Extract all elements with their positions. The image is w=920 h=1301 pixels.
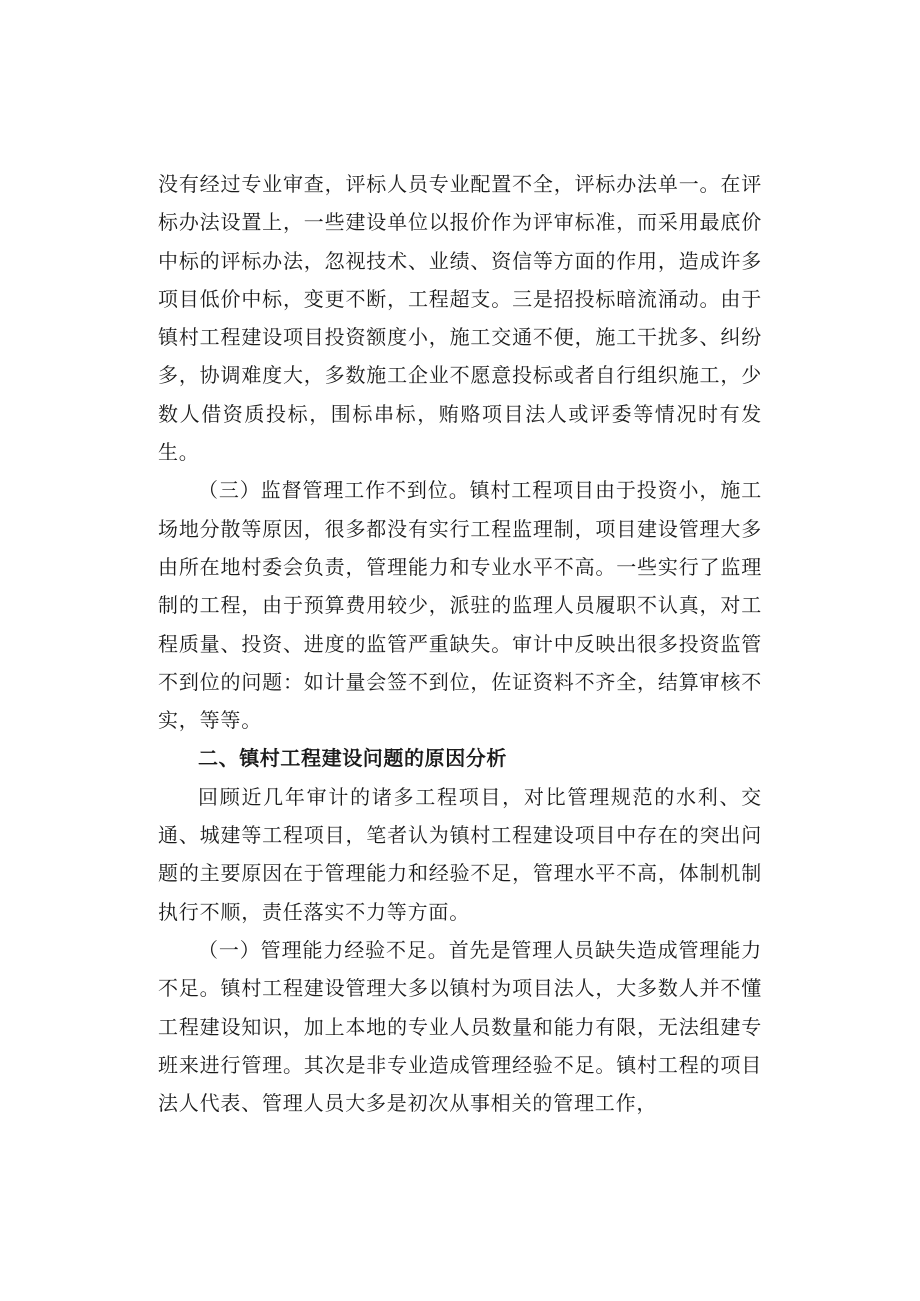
paragraph-review: 回顾近几年审计的诸多工程项目，对比管理规范的水利、交通、城建等工程项目，笔者认为镇村工程建设项目中存在的突出问题的主要原因在于管理能力和经验不足，管理水平不高，体制机制执行不顺，责任落实不力等方面。 <box>158 784 762 924</box>
paragraph-management-ability: （一）管理能力经验不足。首先是管理人员缺失造成管理能力不足。镇村工程建设管理大多以镇村为项目法人，大多数人并不懂工程建设知识，加上本地的专业人员数量和能力有限，无法组建专班来进行管理。其次是非专业造成管理经验不足。镇村工程的项目法人代表、管理人员大多是初次从事相关的管理工作， <box>158 937 762 1116</box>
paragraph-supervision: （三）监督管理工作不到位。镇村工程项目由于投资小，施工场地分散等原因，很多都没有实行工程监理制，项目建设管理大多由所在地村委会负责，管理能力和专业水平不高。一些实行了监理制的工程，由于预算费用较少，派驻的监理人员履职不认真，对工程质量、投资、进度的监管严重缺失。审计中反映出很多投资监管不到位的问题：如计量会签不到位，佐证资料不齐全，结算审核不实，等等。 <box>158 478 762 733</box>
body-text <box>158 165 762 1122</box>
paragraph-continuation: 没有经过专业审查，评标人员专业配置不全，评标办法单一。在评标办法设置上，一些建设单位以报价作为评审标准，而采用最底价中标的评标办法，忽视技术、业绩、资信等方面的作用，造成许多项目低价中标，变更不断，工程超支。三是招投标暗流涌动。由于镇村工程建设项目投资额度小，施工交通不便，施工干扰多、纠纷多，协调难度大，多数施工企业不愿意投标或者自行组织施工，少数人借资质投标，围标串标，贿赂项目法人或评委等情况时有发生。 <box>158 172 762 465</box>
section-heading: 二、镇村工程建设问题的原因分析 <box>198 746 507 771</box>
